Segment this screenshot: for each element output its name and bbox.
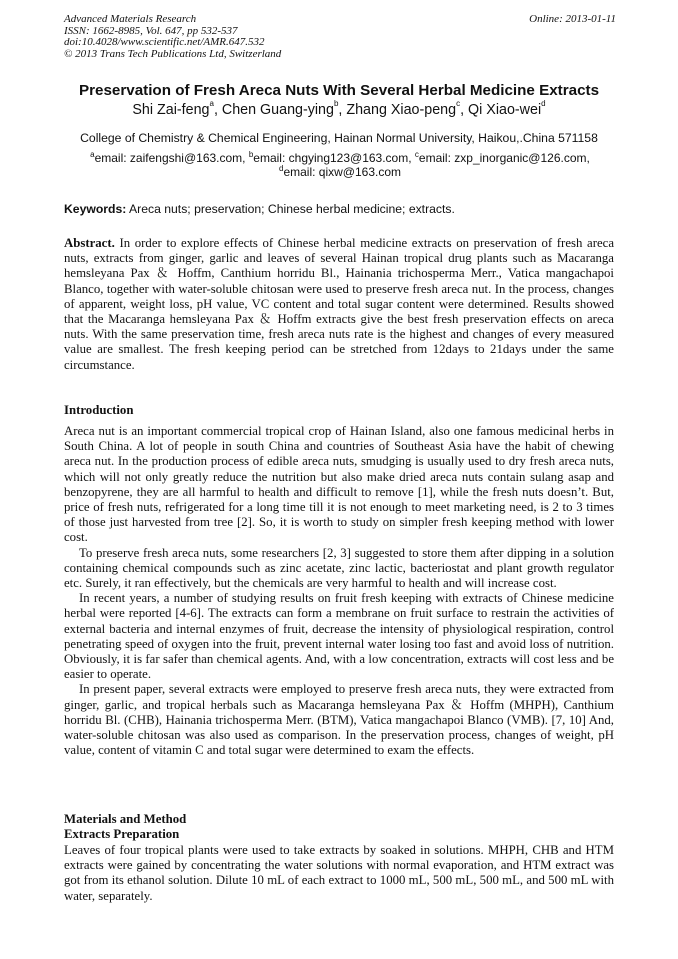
methods-subheading: Extracts Preparation [64, 827, 180, 841]
journal-header [64, 14, 616, 60]
copyright-line: © 2013 Trans Tech Publications Ltd, Switzerland [64, 47, 282, 60]
author-mark: d [541, 99, 546, 108]
email-c[interactable]: email: zxp_inorganic@126.com, [418, 151, 590, 165]
email-mark: a [90, 150, 95, 159]
methods-heading: Materials and Method [64, 812, 187, 826]
paper-title: Preservation of Fresh Areca Nuts With Several Herbal Medicine Extracts [78, 82, 600, 99]
abstract-label: Abstract. [64, 236, 115, 250]
doi-line: doi:10.4028/www.scientific.net/AMR.647.532 [64, 36, 265, 48]
email-b[interactable]: email: chgying123@163.com, [253, 151, 412, 165]
abstract [64, 236, 614, 373]
intro-paragraph: In present paper, several extracts were employed to preserve fresh areca nuts, they were extracted from ginger, garlic, and tropical herbals such as Macaranga hemsleyana Pax ＆ Hoffm (MHPH), Canthium horridu Bl. (CHB), Hainania trichosperma Merr. (BTM), Vatica mangachapoi Blanco (VMB). [7, 10] And, water-soluble chitosan was also used as comparison. In the preservation process, changes of weight, pH value, content of vitamin C and total sugar were determined to exam the effects. [64, 682, 614, 758]
methods-paragraph: Leaves of four tropical plants were used to take extracts by soaked in solutions. MHPH, CHB and HTM extracts were gained by concentrating the water solutions with normal evaporation, and HTM extract was got from its ethanol solution. Dilute 10 mL of each extract to 1000 mL, 500 mL, 500 mL, and 500 mL with water, separately. [64, 843, 614, 903]
author-name: Shi Zai-feng [132, 102, 210, 118]
online-date: Online: 2013-01-11 [529, 13, 616, 25]
intro-paragraph: In recent years, a number of studying results on fruit fresh keeping with extracts of Chinese medicine herbal were reported [4-6]. The extracts can form a membrane on fruit surface to restrain the activities of external bacteria and internal enzymes of fruit, decrease the intensity of physiological respiration, control penetrating speed of oxygen into the fruit, prevent internal water losing too fast and avoid loss of nutrition. Obviously, it is far safer than chemical agents. And, with a low concentration, extracts will cost less and be easier to operate. [64, 591, 614, 682]
email-mark: d [278, 164, 284, 173]
email-mark: c [414, 150, 419, 159]
email-list [64, 151, 616, 179]
methods-body [64, 843, 614, 904]
email-mark: b [248, 150, 254, 159]
author-name: Zhang Xiao-peng [346, 102, 457, 118]
journal-name: Advanced Materials Research [64, 13, 197, 25]
issn-line: ISSN: 1662-8985, Vol. 647, pp 532-537 [64, 24, 238, 37]
author-list: Shi Zai-feng$^a$, Chen Guang-ying$^b$, Zhang Xiao-peng$^c$, Qi Xiao-wei$^d$ [132, 99, 546, 118]
keywords-text: Areca nuts; preservation; Chinese herbal medicine; extracts. [129, 202, 455, 216]
keywords [64, 202, 624, 216]
email-d[interactable]: email: qixw@163.com [283, 165, 401, 179]
author-mark: a [209, 99, 214, 108]
author-name: Chen Guang-ying [221, 102, 334, 118]
author-mark: b [333, 99, 339, 108]
introduction-body [64, 424, 614, 758]
intro-paragraph: Areca nut is an important commercial tropical crop of Hainan Island, also one famous medicinal herbs in South China. A lot of people in south China and countries of Southeast Asia have the habit of chewing areca nut. In the production process of edible areca nuts, smudging is usually used to dry fresh areca nuts, which will not only greatly reduce the nutrition but also make dried areca nuts contain sulang asap and benzopyrene, they are all harmful to health and difficult to remove [1], while the fresh nuts doesn’t. But, price of fresh nuts, refrigerated for a long time till it is not enough to meet marketing need, is 2 to 3 times of those just harvested from tree [2]. So, it is worth to study on simpler fresh keeping method with lower cost. [64, 424, 614, 545]
author-name: Qi Xiao-wei [468, 102, 542, 118]
affiliation: College of Chemistry & Chemical Engineering, Hainan Normal University, Haikou,.China 571158 [80, 131, 598, 145]
introduction-heading: Introduction [64, 403, 134, 417]
intro-paragraph: To preserve fresh areca nuts, some researchers [2, 3] suggested to store them after dipping in a solution containing chemical compounds such as zinc acetate, zinc lactic, bacteriostat and plant growth regulator etc. Surely, it ran effectively, but the chemicals are very harmful to health and will increase cost. [64, 545, 614, 591]
email-a[interactable]: email: zaifengshi@163.com, [94, 151, 246, 165]
keywords-label: Keywords: [64, 202, 127, 216]
author-mark: c [456, 99, 461, 108]
abstract-text: In order to explore effects of Chinese herbal medicine extracts on preservation of fresh areca nuts, extracts from ginger, garlic and leaves of several Hainan tropical drug plants such as Macaranga hemsleyana Pax ＆ Hoffm, Canthium horridu Bl., Hainania trichosperma Merr., Vatica mangachapoi Blanco, together with water-soluble chitosan were used to preserve fresh areca nut. In the process, changes of apparent, weight loss, pH value, VC content and total sugar content were determined. Results showed that the Macaranga hemsleyana Pax ＆ Hoffm extracts give the best fresh preservation effects on areca nuts. With the same preservation time, fresh areca nuts rate is the highest and changes of every measured value are smallest. The fresh keeping period can be stretched from 12days to 21days under the same circumstance. [64, 236, 614, 372]
